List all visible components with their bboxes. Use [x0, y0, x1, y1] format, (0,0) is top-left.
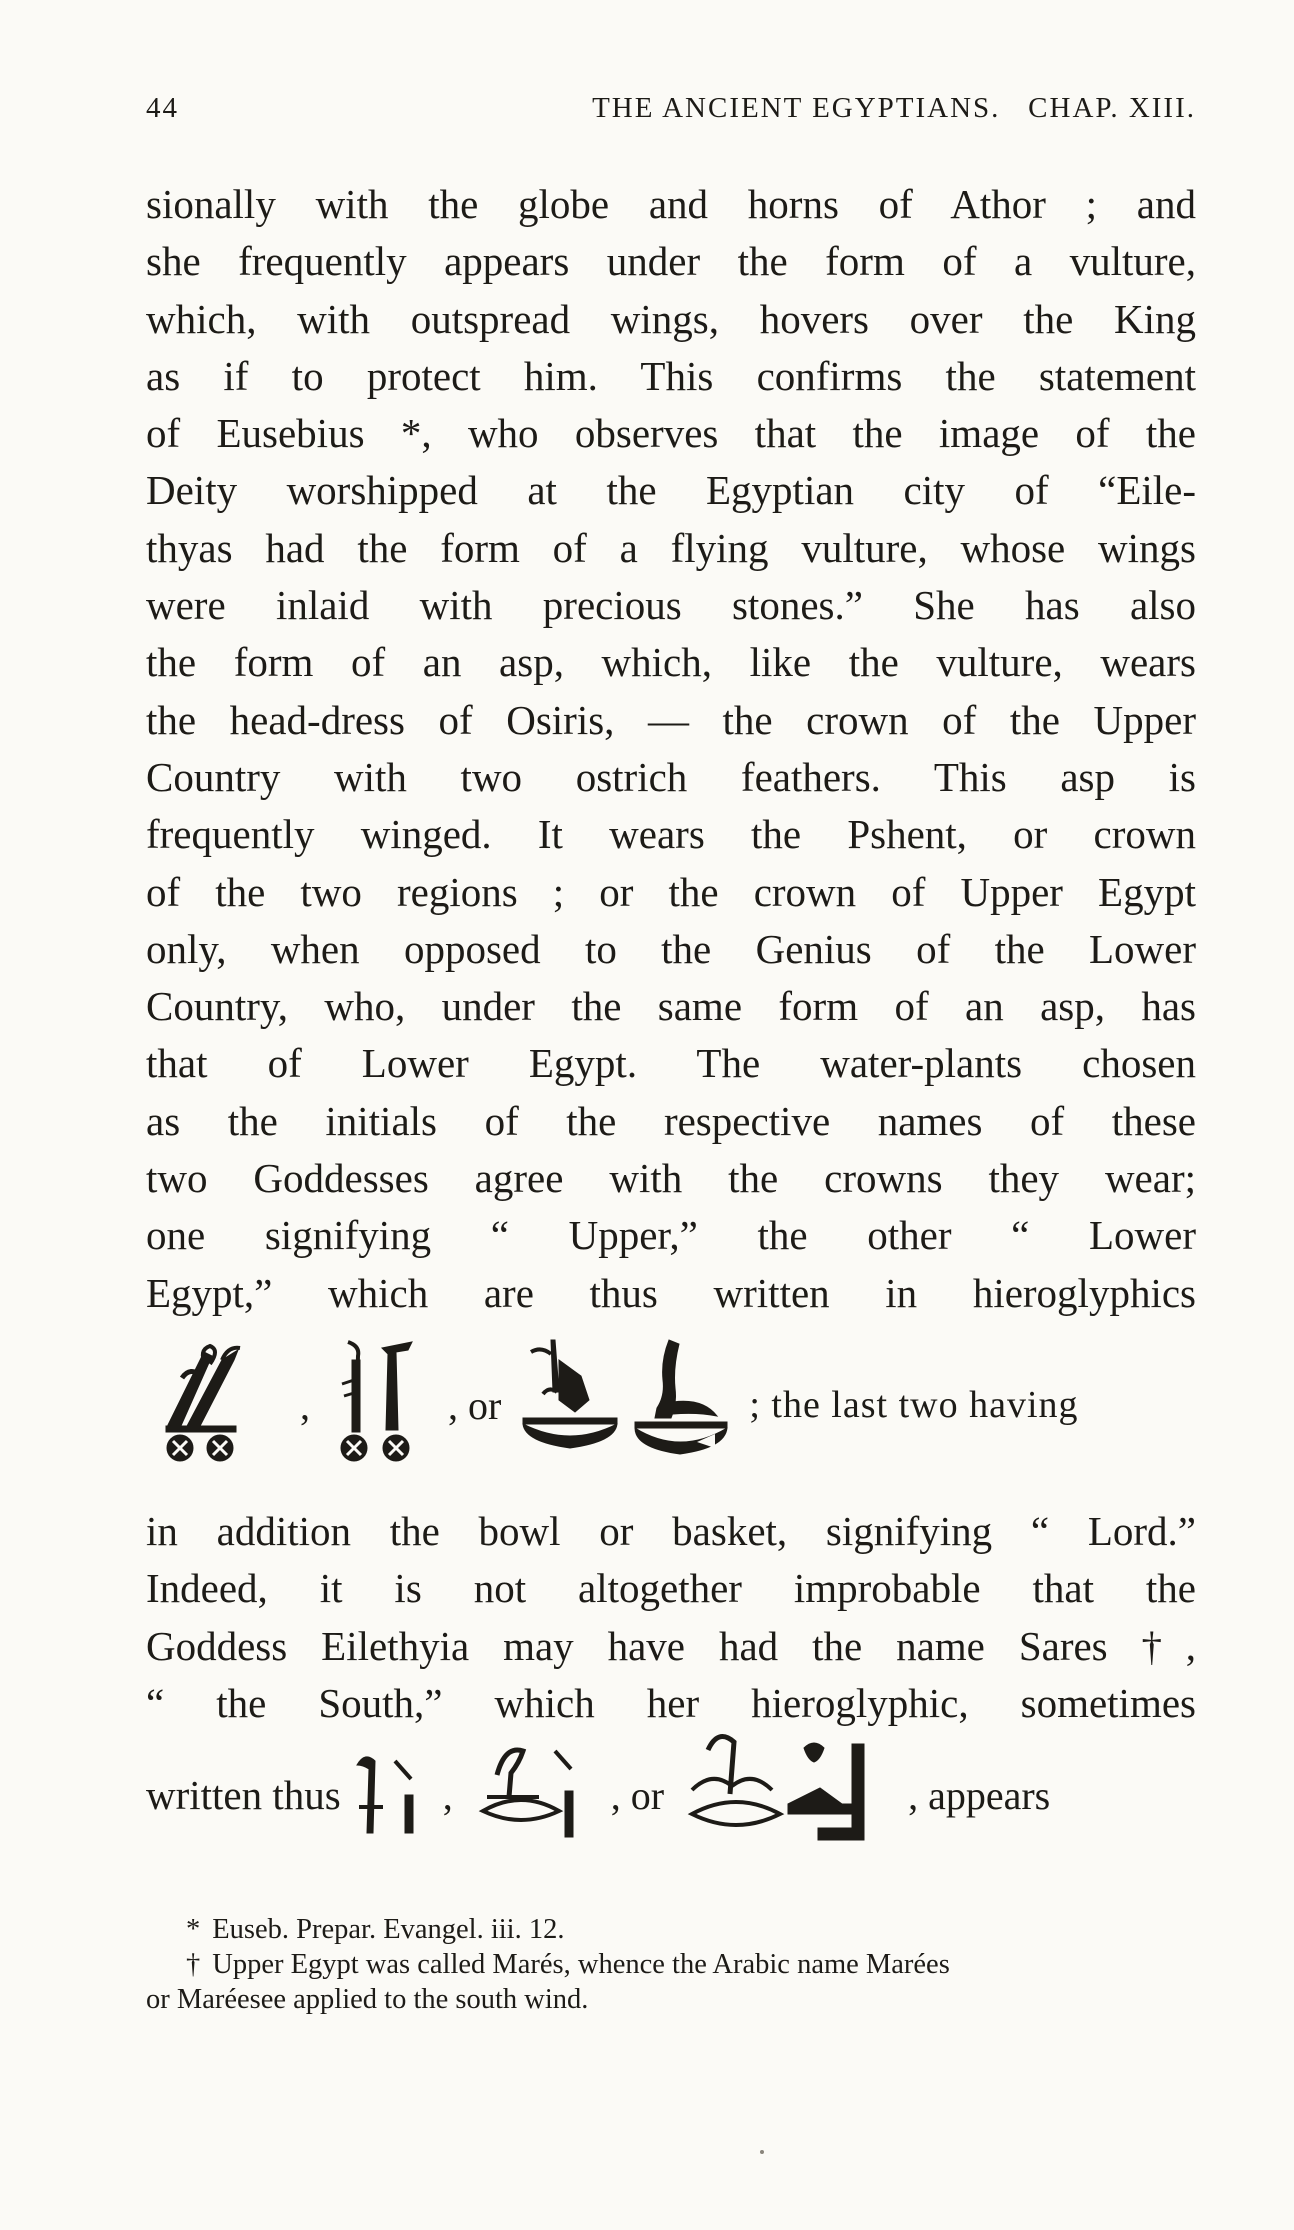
- running-head: [146, 92, 1196, 132]
- body-line: only, when opposed to the Genius of the Lower: [146, 925, 1196, 972]
- body-line: which, with outspread wings, hovers over the King: [146, 295, 1196, 342]
- inline-text: ; the last two having: [749, 1384, 1079, 1426]
- inline-text: , appears: [908, 1772, 1051, 1818]
- separator-or: , or: [610, 1772, 665, 1818]
- paper-speck: [760, 2150, 764, 2154]
- hieroglyph-sares-mouth-icon: [467, 1735, 597, 1855]
- body-line: she frequently appears under the form of a vulture,: [146, 238, 1196, 285]
- body-line: were inlaid with precious stones.” She has also: [146, 582, 1196, 629]
- separator-comma: ,: [442, 1772, 453, 1818]
- footnote-mark: †: [186, 1949, 201, 1980]
- body-line: of the two regions ; or the crown of Upper Egypt: [146, 868, 1196, 915]
- body-line: Egypt,” which are thus written in hieroglyphics: [146, 1269, 1196, 1316]
- page-number: 44: [146, 92, 179, 124]
- footnote-text: Upper Egypt was called Marés, whence the Arabic name Marées: [212, 1949, 950, 1980]
- body-line: Deity worshipped at the Egyptian city of “Eile-: [146, 467, 1196, 514]
- hieroglyph-upper-plant-pair-icon: [324, 1330, 434, 1480]
- hieroglyph-upper-plant-group-icon: [146, 1330, 286, 1480]
- body-line: Goddess Eilethyia may have had the name Sares †,: [146, 1622, 1196, 1669]
- body-line: “ the South,” which her hieroglyphic, sometimes: [146, 1679, 1196, 1726]
- body-line: of Eusebius *, who observes that the image of the: [146, 410, 1196, 457]
- body-text: [146, 176, 1196, 1322]
- body-line: Country with two ostrich feathers. This asp is: [146, 753, 1196, 800]
- body-line: as if to protect him. This confirms the statement: [146, 352, 1196, 399]
- body-line: Country, who, under the same form of an asp, has: [146, 983, 1196, 1030]
- footnote-text: Euseb. Prepar. Evangel. iii. 12.: [212, 1914, 565, 1945]
- body-line: Indeed, it is not altogether improbable that the: [146, 1565, 1196, 1612]
- footnotes: [146, 1912, 1206, 2017]
- body-line: that of Lower Egypt. The water-plants chosen: [146, 1040, 1196, 1087]
- hieroglyph-vulture-basket-icon: [515, 1330, 625, 1480]
- hieroglyph-sares-simple-icon: [349, 1735, 429, 1855]
- footnote-mark: *: [186, 1914, 201, 1945]
- separator-or: , or: [448, 1382, 502, 1428]
- hieroglyph-sares-full-icon: [678, 1730, 898, 1860]
- body-line: in addition the bowl or basket, signifying “ Lord.”: [146, 1508, 1196, 1554]
- footnote-continuation: [146, 1982, 1206, 2017]
- footnote: [146, 1947, 1206, 1982]
- body-line: frequently winged. It wears the Pshent, or crown: [146, 811, 1196, 858]
- body-line: as the initials of the respective names of these: [146, 1097, 1196, 1144]
- footnote-text: or Maréesee applied to the south wind.: [146, 1984, 589, 2015]
- inline-text: written thus: [146, 1772, 341, 1818]
- hieroglyph-asp-basket-icon: [625, 1330, 735, 1480]
- body-line: thyas had the form of a flying vulture, whose wings: [146, 524, 1196, 571]
- hieroglyph-row-upper-lower: [146, 1330, 1206, 1480]
- body-text-continued: [146, 1503, 1196, 1732]
- body-line: the head-dress of Osiris, — the crown of the Upper: [146, 696, 1196, 743]
- body-line: one signifying “ Upper,” the other “ Lower: [146, 1212, 1196, 1259]
- body-line: sionally with the globe and horns of Athor ; and: [146, 181, 1196, 227]
- footnote: [146, 1912, 1206, 1947]
- hieroglyph-row-sares: [146, 1730, 1206, 1860]
- separator-comma: ,: [300, 1382, 310, 1428]
- body-line: two Goddesses agree with the crowns they wear;: [146, 1155, 1196, 1202]
- running-title: THE ANCIENT EGYPTIANS. CHAP. XIII.: [592, 92, 1196, 124]
- body-line: the form of an asp, which, like the vulture, wears: [146, 639, 1196, 686]
